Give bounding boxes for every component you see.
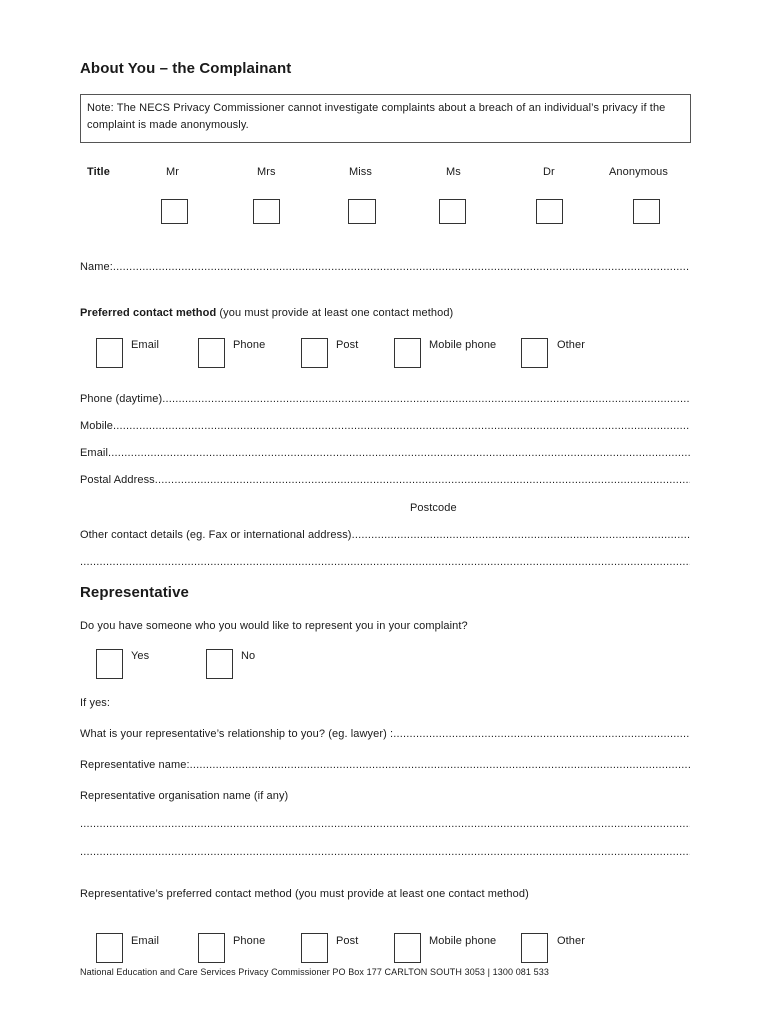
representative-org-label: Representative organisation name (if any) [80,790,289,802]
postal-address-line-2[interactable] [80,502,690,516]
section-heading-representative: Representative [80,584,189,601]
rep-contact-post-label: Post [336,935,359,947]
other-contact-field[interactable] [80,529,690,543]
representative-org-line-1[interactable] [80,818,690,832]
if-yes-label: If yes: [80,697,111,709]
contact-mobile-label: Mobile phone [429,339,497,351]
title-option-dr-label: Dr [543,166,555,178]
rep-contact-mobile-checkbox[interactable] [394,933,421,963]
title-ms-checkbox[interactable] [439,199,466,224]
contact-email-checkbox[interactable] [96,338,123,368]
rep-contact-phone-label: Phone [233,935,266,947]
title-option-mr-label: Mr [166,166,180,178]
postal-address-field[interactable] [80,474,690,488]
representative-org-line-2[interactable] [80,846,690,860]
title-option-ms-label: Ms [446,166,461,178]
representative-no-label: No [241,650,256,662]
rep-contact-phone-checkbox[interactable] [198,933,225,963]
title-option-anonymous-label: Anonymous [609,166,668,178]
rep-contact-post-checkbox[interactable] [301,933,328,963]
preferred-contact-heading [80,307,453,319]
representative-name-field[interactable] [80,759,690,773]
title-mr-checkbox[interactable] [161,199,188,224]
representative-yes-label: Yes [131,650,150,662]
contact-post-label: Post [336,339,359,351]
title-option-miss-label: Miss [349,166,373,178]
contact-mobile-checkbox[interactable] [394,338,421,368]
phone-daytime-field[interactable] [80,393,690,407]
postal-address-label: Postal Address [80,474,155,486]
email-field[interactable] [80,447,690,461]
page-footer: National Education and Care Services Privacy Commissioner PO Box 177 CARLTON SOUTH 3053 | 1300 081 533 [80,967,549,977]
rep-contact-mobile-label: Mobile phone [429,935,497,947]
other-contact-line-2[interactable] [80,556,690,570]
contact-phone-checkbox[interactable] [198,338,225,368]
postcode-label: Postcode [410,502,457,514]
anonymous-note: Note: The NECS Privacy Commissioner cannot investigate complaints about a breach of an individual’s privacy if the complaint is made anonymously. [80,94,691,143]
representative-no-checkbox[interactable] [206,649,233,679]
representative-name-label: Representative name: [80,759,190,771]
phone-daytime-label: Phone (daytime) [80,393,163,405]
title-anonymous-checkbox[interactable] [633,199,660,224]
rep-contact-other-label: Other [557,935,586,947]
representative-relationship-label: What is your representative’s relationship to you? (eg. lawyer) : [80,728,394,740]
email-label: Email [80,447,109,459]
title-label: Title [87,166,110,178]
contact-post-checkbox[interactable] [301,338,328,368]
rep-contact-email-label: Email [131,935,160,947]
name-field[interactable] [80,261,690,275]
mobile-field[interactable] [80,420,690,434]
representative-relationship-field[interactable] [80,728,690,742]
title-dr-checkbox[interactable] [536,199,563,224]
rep-contact-other-checkbox[interactable] [521,933,548,963]
contact-email-label: Email [131,339,160,351]
contact-phone-label: Phone [233,339,266,351]
contact-other-label: Other [557,339,586,351]
representative-question: Do you have someone who you would like to represent you in your complaint? [80,620,468,632]
title-mrs-checkbox[interactable] [253,199,280,224]
title-miss-checkbox[interactable] [348,199,376,224]
contact-other-checkbox[interactable] [521,338,548,368]
preferred-contact-bold: Preferred contact method [80,307,217,319]
mobile-label: Mobile [80,420,114,432]
name-label: Name: [80,261,113,273]
section-heading-about-you: About You – the Complainant [80,60,292,77]
other-contact-label: Other contact details (eg. Fax or international address) [80,529,352,541]
representative-preferred-contact-heading: Representative’s preferred contact method (you must provide at least one contact method) [80,888,529,900]
title-option-mrs-label: Mrs [257,166,276,178]
rep-contact-email-checkbox[interactable] [96,933,123,963]
representative-yes-checkbox[interactable] [96,649,123,679]
preferred-contact-note: (you must provide at least one contact method) [216,307,454,319]
